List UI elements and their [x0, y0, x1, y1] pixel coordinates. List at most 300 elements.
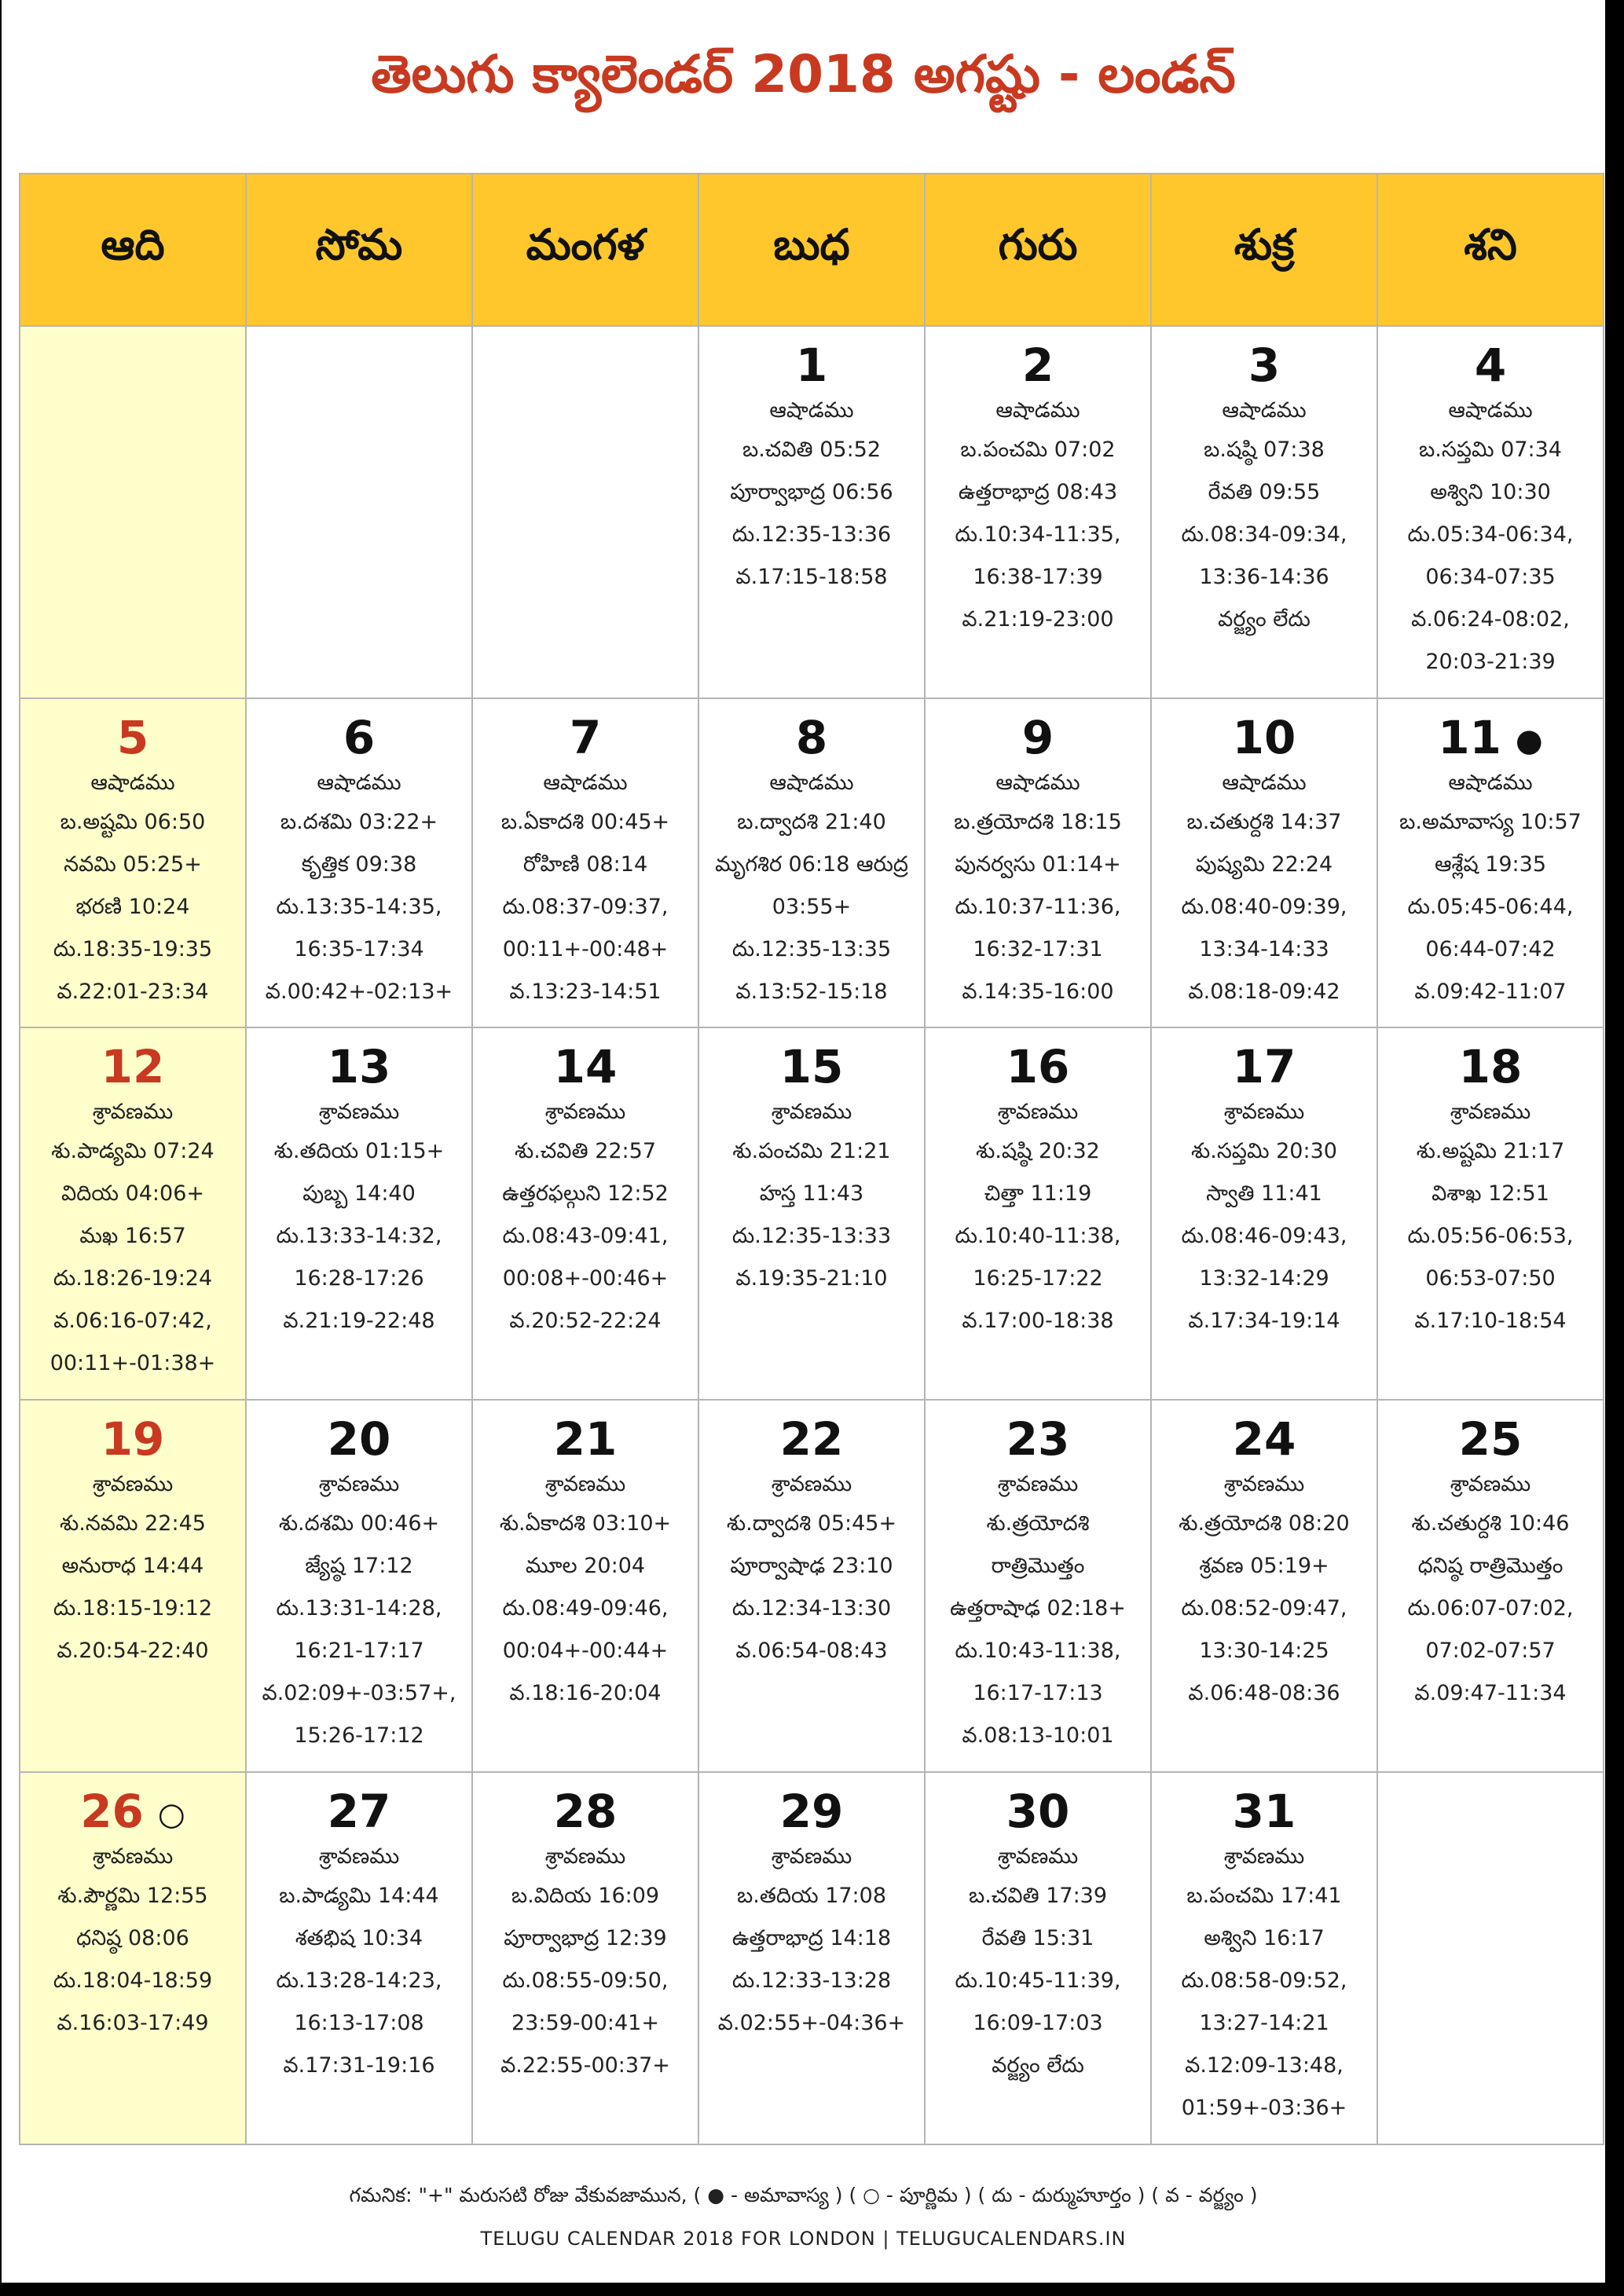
lunar-month: శ్రావణము: [544, 1844, 626, 1869]
panchang-line: అశ్విని 10:30: [1430, 480, 1551, 504]
panchang-line: 00:04+-00:44+: [502, 1639, 669, 1663]
day-number-row: [20, 1784, 245, 1839]
panchang-line: 16:28-17:26: [294, 1266, 424, 1291]
panchang-line: శు.త్రయోదశి: [986, 1511, 1090, 1536]
day-number-row: [473, 1412, 698, 1467]
day-cell: [20, 1400, 246, 1772]
day-cell: [1377, 1400, 1604, 1772]
day-number: 2: [1021, 339, 1054, 392]
day-number: 11: [1438, 711, 1501, 764]
week-row: [20, 698, 1604, 1027]
panchang-line: దు.08:37-09:37,: [502, 895, 669, 919]
lunar-month: శ్రావణము: [1223, 1472, 1305, 1496]
day-cell: [925, 326, 1151, 698]
panchang-line: వ.06:48-08:36: [1188, 1681, 1340, 1705]
panchang-line: 13:36-14:36: [1199, 565, 1329, 589]
day-number-row: [473, 1039, 698, 1094]
day-number: 21: [553, 1412, 618, 1466]
day-number: 29: [779, 1785, 844, 1838]
panchang-line: వ.22:55-00:37+: [500, 2053, 670, 2078]
day-number-row: [20, 1412, 245, 1467]
lunar-month: శ్రావణము: [1223, 1844, 1305, 1869]
panchang-line: దు.08:46-09:43,: [1181, 1224, 1347, 1248]
lunar-month: శ్రావణము: [318, 1472, 400, 1496]
panchang-line: దు.05:56-06:53,: [1407, 1224, 1574, 1248]
lunar-month: ఆషాడము: [90, 771, 175, 795]
calendar-body: [20, 326, 1604, 2144]
lunar-month: శ్రావణము: [92, 1472, 174, 1496]
panchang-line: శు.త్రయోదశి 08:20: [1179, 1511, 1350, 1536]
panchang-line: దు.18:15-19:12: [53, 1596, 213, 1620]
panchang-line: పూర్వాభాద్ర 06:56: [730, 480, 893, 504]
lunar-month: ఆషాడము: [1448, 398, 1533, 423]
day-cell: [698, 326, 925, 698]
lunar-month: శ్రావణము: [771, 1844, 852, 1869]
panchang-line: 13:32-14:29: [1199, 1266, 1329, 1291]
day-cell: [1151, 1772, 1377, 2144]
day-number-row: [926, 1412, 1150, 1467]
day-number-row: [926, 710, 1150, 765]
day-number-row: [699, 1039, 924, 1094]
panchang-line: శు.షష్ఠి 20:32: [976, 1139, 1100, 1163]
panchang-line: దు.08:49-09:46,: [502, 1596, 669, 1620]
panchang-line: వ.08:18-09:42: [1188, 980, 1340, 1004]
lunar-month: శ్రావణము: [1223, 1100, 1305, 1124]
panchang-line: ఉత్తరఫల్గుని 12:52: [502, 1181, 669, 1206]
day-number: 26: [80, 1785, 144, 1838]
panchang-line: రేవతి 15:31: [981, 1926, 1094, 1950]
panchang-line: చిత్తా 11:19: [984, 1181, 1092, 1206]
day-number-row: [20, 710, 245, 765]
day-number-row: [1378, 1412, 1603, 1467]
day-cell: [925, 698, 1151, 1027]
panchang-line: వ.06:54-08:43: [735, 1639, 888, 1663]
panchang-line: వ.19:35-21:10: [735, 1266, 888, 1291]
panchang-line: ఉత్తరాషాఢ 02:18+: [950, 1596, 1126, 1620]
lunar-month: ఆషాడము: [543, 771, 628, 795]
day-number-row: [926, 1039, 1150, 1094]
panchang-line: దు.08:58-09:52,: [1181, 1968, 1347, 1993]
panchang-line: శు.అష్టమి 21:17: [1416, 1139, 1565, 1163]
lunar-month: ఆషాడము: [769, 771, 854, 795]
panchang-line: రేవతి 09:55: [1208, 480, 1321, 504]
day-number: 8: [795, 711, 828, 764]
panchang-line: దు.12:35-13:35: [731, 937, 892, 961]
panchang-line: దు.08:52-09:47,: [1181, 1596, 1347, 1620]
panchang-line: 13:27-14:21: [1199, 2011, 1329, 2035]
lunar-month: ఆషాడము: [1448, 771, 1533, 795]
lunar-month: శ్రావణము: [92, 1844, 174, 1869]
panchang-line: బ.పంచమి 07:02: [960, 438, 1116, 462]
panchang-line: వ.17:10-18:54: [1414, 1309, 1567, 1333]
lunar-month: ఆషాడము: [995, 771, 1080, 795]
panchang-line: పుష్యమి 22:24: [1195, 852, 1333, 877]
day-cell: [1377, 698, 1604, 1027]
empty-day-cell: [1377, 1772, 1604, 2144]
panchang-line: బ.పాడ్యమి 14:44: [279, 1884, 439, 1908]
day-number-row: [699, 1412, 924, 1467]
day-number-row: [1152, 338, 1377, 393]
day-number-row: [926, 338, 1150, 393]
panchang-line: దు.12:33-13:28: [731, 1968, 892, 1993]
day-number: 24: [1232, 1412, 1296, 1466]
panchang-line: బ.ద్వాదశి 21:40: [737, 810, 886, 834]
week-row: [20, 1772, 1604, 2144]
day-number-row: [247, 710, 471, 765]
panchang-line: 16:17-17:13: [973, 1681, 1103, 1705]
day-number: 27: [327, 1785, 391, 1838]
lunar-month: శ్రావణము: [997, 1100, 1079, 1124]
panchang-line: శు.పంచమి 21:21: [732, 1139, 891, 1163]
panchang-line: విదియ 04:06+: [61, 1181, 204, 1206]
day-number: 31: [1232, 1785, 1296, 1838]
day-number: 22: [779, 1412, 844, 1466]
panchang-line: 06:34-07:35: [1425, 565, 1556, 589]
panchang-line: దు.06:07-07:02,: [1407, 1596, 1574, 1620]
day-cell: [1151, 1027, 1377, 1400]
panchang-line: శు.చవితి 22:57: [515, 1139, 656, 1163]
day-cell: [698, 1400, 925, 1772]
panchang-line: దు.05:45-06:44,: [1407, 895, 1574, 919]
day-number: 18: [1458, 1040, 1523, 1093]
day-number-row: [926, 1784, 1150, 1839]
panchang-line: శు.పాడ్యమి 07:24: [51, 1139, 214, 1163]
weekday-header: గురు: [925, 174, 1151, 326]
day-cell: [1377, 1027, 1604, 1400]
lunar-month: శ్రావణము: [544, 1472, 626, 1496]
empty-day-cell: [472, 326, 698, 698]
panchang-line: దు.08:40-09:39,: [1181, 895, 1347, 919]
lunar-month: ఆషాడము: [1222, 398, 1307, 423]
lunar-month: శ్రావణము: [771, 1100, 852, 1124]
panchang-line: శు.ఏకాదశి 03:10+: [499, 1511, 672, 1536]
day-cell: [698, 1772, 925, 2144]
day-number: 3: [1248, 339, 1281, 392]
day-cell: [925, 1027, 1151, 1400]
panchang-line: 15:26-17:12: [294, 1723, 424, 1748]
day-number-row: [699, 710, 924, 765]
panchang-line: హస్త 11:43: [759, 1181, 864, 1206]
day-cell: [20, 698, 246, 1027]
panchang-line: వ.21:19-23:00: [962, 607, 1114, 632]
panchang-line: ధనిష్ఠ 08:06: [76, 1926, 189, 1950]
panchang-line: దు.12:35-13:33: [731, 1224, 892, 1248]
weekday-header: శని: [1377, 174, 1604, 326]
panchang-line: దు.10:37-11:36,: [955, 895, 1121, 919]
panchang-line: 16:32-17:31: [973, 937, 1103, 961]
day-number: 10: [1232, 711, 1296, 764]
day-cell: [1151, 698, 1377, 1027]
page-title: తెలుగు క్యాలెండర్ 2018 అగష్టు - లండన్: [371, 44, 1236, 104]
panchang-line: 16:25-17:22: [973, 1266, 1103, 1291]
panchang-line: వ.06:24-08:02,: [1411, 607, 1570, 632]
panchang-line: వ.09:47-11:34: [1414, 1681, 1567, 1705]
panchang-line: బ.పంచమి 17:41: [1186, 1884, 1342, 1908]
panchang-line: వ.17:15-18:58: [735, 565, 888, 589]
panchang-line: 00:08+-00:46+: [502, 1266, 669, 1291]
day-cell: [246, 1772, 472, 2144]
panchang-line: 00:11+-00:48+: [502, 937, 669, 961]
day-number: 9: [1021, 711, 1054, 764]
panchang-line: బ.తదియ 17:08: [736, 1884, 886, 1908]
panchang-line: వ.12:09-13:48,: [1185, 2053, 1344, 2078]
panchang-line: దు.18:04-18:59: [53, 1968, 213, 1993]
panchang-line: దు.13:31-14:28,: [276, 1596, 442, 1620]
panchang-line: వ.22:01-23:34: [57, 980, 209, 1004]
weekday-header: శుక్ర: [1151, 174, 1377, 326]
panchang-line: ఉత్తరాభాద్ర 14:18: [731, 1926, 892, 1950]
panchang-line: దు.18:26-19:24: [53, 1266, 213, 1291]
panchang-line: శు.నవమి 22:45: [60, 1511, 206, 1536]
week-row: [20, 1400, 1604, 1772]
day-cell: [246, 1027, 472, 1400]
day-cell: [246, 698, 472, 1027]
panchang-line: శు.సప్తమి 20:30: [1191, 1139, 1337, 1163]
lunar-month: ఆషాడము: [769, 398, 854, 423]
panchang-line: వ.09:42-11:07: [1414, 980, 1567, 1004]
panchang-line: వర్జ్యం లేదు: [1218, 607, 1311, 632]
day-cell: [698, 1027, 925, 1400]
panchang-line: వ.17:34-19:14: [1188, 1309, 1340, 1333]
day-cell: [925, 1772, 1151, 2144]
lunar-month: ఆషాడము: [995, 398, 1080, 423]
panchang-line: మృగశిర 06:18 ఆరుద్ర: [715, 852, 908, 877]
panchang-line: నవమి 05:25+: [64, 852, 202, 877]
panchang-line: వ.02:55+-04:36+: [717, 2011, 906, 2035]
panchang-line: ఉత్తరాభాద్ర 08:43: [958, 480, 1118, 504]
new-moon-icon: ●: [1515, 722, 1543, 759]
day-number-row: [1152, 1784, 1377, 1839]
panchang-line: ధనిష్ఠ రాత్రిమొత్తం: [1417, 1554, 1564, 1578]
panchang-line: వ.18:16-20:04: [509, 1681, 662, 1705]
panchang-line: వ.20:52-22:24: [509, 1309, 662, 1333]
panchang-line: వ.17:00-18:38: [962, 1309, 1114, 1333]
day-number: 6: [343, 711, 376, 764]
panchang-line: 16:21-17:17: [294, 1639, 424, 1663]
panchang-line: మఖ 16:57: [79, 1224, 186, 1248]
panchang-line: వ.20:54-22:40: [57, 1639, 209, 1663]
full-moon-icon: ○: [157, 1796, 185, 1833]
week-row: [20, 326, 1604, 698]
panchang-line: దు.10:43-11:38,: [955, 1639, 1121, 1663]
day-cell: [472, 1400, 698, 1772]
panchang-line: శు.ద్వాదశి 05:45+: [726, 1511, 897, 1536]
panchang-line: పూర్వాభాద్ర 12:39: [504, 1926, 667, 1950]
panchang-line: దు.10:34-11:35,: [955, 522, 1121, 547]
panchang-line: వ.16:03-17:49: [57, 2011, 209, 2035]
day-number: 4: [1474, 339, 1507, 392]
day-number-row: [699, 338, 924, 393]
panchang-line: దు.13:33-14:32,: [276, 1224, 442, 1248]
day-number-row: [699, 1784, 924, 1839]
panchang-line: దు.08:43-09:41,: [502, 1224, 669, 1248]
day-cell: [472, 698, 698, 1027]
panchang-line: 00:11+-01:38+: [49, 1351, 216, 1375]
panchang-line: బ.విదియ 16:09: [511, 1884, 660, 1908]
panchang-line: వ.14:35-16:00: [962, 980, 1114, 1004]
lunar-month: శ్రావణము: [1450, 1472, 1531, 1496]
calendar-grid: [19, 173, 1604, 2145]
day-number: 20: [327, 1412, 391, 1466]
footer-credit: TELUGU CALENDAR 2018 FOR LONDON | TELUGUCALENDARS.IN: [480, 2228, 1127, 2250]
empty-day-cell: [246, 326, 472, 698]
lunar-month: శ్రావణము: [318, 1844, 400, 1869]
day-cell: [698, 698, 925, 1027]
panchang-line: అనురాధ 14:44: [61, 1554, 204, 1578]
panchang-line: పుబ్బ 14:40: [302, 1181, 416, 1206]
panchang-line: వ.06:16-07:42,: [53, 1309, 212, 1333]
panchang-line: బ.చవితి 05:52: [742, 438, 882, 462]
panchang-line: 01:59+-03:36+: [1181, 2096, 1347, 2120]
panchang-line: శు.చతుర్దశి 10:46: [1411, 1511, 1570, 1536]
panchang-line: పూర్వాషాఢ 23:10: [730, 1554, 893, 1578]
panchang-line: బ.ఏకాదశి 00:45+: [500, 810, 670, 834]
lunar-month: శ్రావణము: [544, 1100, 626, 1124]
day-number: 30: [1006, 1785, 1070, 1838]
panchang-line: వ.21:19-22:48: [283, 1309, 435, 1333]
panchang-line: 16:09-17:03: [973, 2011, 1103, 2035]
panchang-line: శతభిష 10:34: [295, 1926, 423, 1950]
panchang-line: 13:30-14:25: [1199, 1639, 1329, 1663]
panchang-line: శు.దశమి 00:46+: [278, 1511, 440, 1536]
panchang-line: వ.13:52-15:18: [735, 980, 888, 1004]
panchang-line: శ్రవణ 05:19+: [1199, 1554, 1329, 1578]
panchang-line: ఆశ్లేష 19:35: [1434, 852, 1547, 877]
day-cell: [1151, 1400, 1377, 1772]
panchang-line: దు.10:45-11:39,: [955, 1968, 1121, 1993]
day-number: 15: [779, 1040, 844, 1093]
panchang-line: 16:38-17:39: [973, 565, 1103, 589]
day-cell: [246, 1400, 472, 1772]
panchang-line: బ.చవితి 17:39: [968, 1884, 1108, 1908]
weekday-header: సోమ: [246, 174, 472, 326]
day-number-row: [247, 1412, 471, 1467]
day-cell: [1151, 326, 1377, 698]
panchang-line: 20:03-21:39: [1425, 650, 1556, 674]
day-cell: [472, 1772, 698, 2144]
panchang-line: విశాఖ 12:51: [1432, 1181, 1549, 1206]
panchang-line: 06:44-07:42: [1425, 937, 1556, 961]
panchang-line: బ.దశమి 03:22+: [280, 810, 438, 834]
day-number: 12: [101, 1040, 165, 1093]
panchang-line: బ.అమావాస్య 10:57: [1399, 810, 1582, 834]
panchang-line: వ.13:23-14:51: [509, 980, 662, 1004]
day-number-row: [1152, 1039, 1377, 1094]
panchang-line: బ.చతుర్దశి 14:37: [1186, 810, 1342, 834]
lunar-month: శ్రావణము: [771, 1472, 852, 1496]
panchang-line: 23:59-00:41+: [511, 2011, 659, 2035]
panchang-line: దు.08:55-09:50,: [502, 1968, 669, 1993]
day-number-row: [1152, 1412, 1377, 1467]
panchang-line: మూల 20:04: [525, 1554, 646, 1578]
lunar-month: శ్రావణము: [1450, 1100, 1531, 1124]
panchang-line: దు.13:28-14:23,: [276, 1968, 442, 1993]
day-number-row: [1378, 1039, 1603, 1094]
panchang-line: వ.02:09+-03:57+,: [262, 1681, 456, 1705]
panchang-line: దు.18:35-19:35: [53, 937, 213, 961]
panchang-line: బ.అష్టమి 06:50: [60, 810, 206, 834]
day-cell: [472, 1027, 698, 1400]
panchang-line: దు.08:34-09:34,: [1181, 522, 1347, 547]
panchang-line: పునర్వసు 01:14+: [955, 852, 1121, 877]
day-number: 25: [1458, 1412, 1523, 1466]
panchang-line: భరణి 10:24: [75, 895, 190, 919]
panchang-line: వ.17:31-19:16: [283, 2053, 435, 2078]
empty-day-cell: [20, 326, 246, 698]
day-number-row: [1378, 710, 1603, 765]
week-row: [20, 1027, 1604, 1400]
panchang-line: బ.షష్ఠి 07:38: [1204, 438, 1325, 462]
panchang-line: రాత్రిమొత్తం: [991, 1554, 1085, 1578]
day-number: 16: [1006, 1040, 1070, 1093]
lunar-month: ఆషాడము: [317, 771, 401, 795]
panchang-line: 16:13-17:08: [294, 2011, 424, 2035]
lunar-month: ఆషాడము: [1222, 771, 1307, 795]
day-cell: [20, 1772, 246, 2144]
panchang-line: దు.10:40-11:38,: [955, 1224, 1121, 1248]
day-number: 5: [116, 711, 149, 764]
panchang-line: 07:02-07:57: [1425, 1639, 1556, 1663]
lunar-month: శ్రావణము: [997, 1472, 1079, 1496]
panchang-line: 06:53-07:50: [1425, 1266, 1556, 1291]
panchang-line: దు.12:34-13:30: [731, 1596, 892, 1620]
panchang-line: దు.13:35-14:35,: [276, 895, 442, 919]
day-number-row: [473, 1784, 698, 1839]
day-cell: [20, 1027, 246, 1400]
day-cell: [925, 1400, 1151, 1772]
day-cell: [1377, 326, 1604, 698]
panchang-line: శు.తదియ 01:15+: [273, 1139, 445, 1163]
day-number: 28: [553, 1785, 618, 1838]
day-number-row: [247, 1784, 471, 1839]
day-number: 13: [327, 1040, 391, 1093]
panchang-line: కృత్తిక 09:38: [301, 852, 417, 877]
weekday-header: ఆది: [20, 174, 246, 326]
day-number-row: [247, 1039, 471, 1094]
panchang-line: 03:55+: [772, 895, 852, 919]
day-number: 1: [795, 339, 828, 392]
panchang-line: బ.త్రయోదశి 18:15: [954, 810, 1122, 834]
day-number-row: [473, 710, 698, 765]
day-number: 23: [1006, 1412, 1070, 1466]
lunar-month: శ్రావణము: [92, 1100, 174, 1124]
panchang-line: వర్జ్యం లేదు: [992, 2053, 1084, 2078]
panchang-line: దు.12:35-13:36: [731, 522, 892, 547]
day-number: 7: [569, 711, 602, 764]
day-number: 14: [553, 1040, 618, 1093]
day-number-row: [1378, 338, 1603, 393]
day-number-row: [1152, 710, 1377, 765]
weekday-header: మంగళ: [472, 174, 698, 326]
panchang-line: 13:34-14:33: [1199, 937, 1329, 961]
panchang-line: జ్యేష్ఠ 17:12: [305, 1554, 413, 1578]
weekday-header: బుధ: [698, 174, 925, 326]
panchang-line: అశ్విని 16:17: [1204, 1926, 1325, 1950]
lunar-month: శ్రావణము: [318, 1100, 400, 1124]
day-number: 19: [101, 1412, 165, 1466]
panchang-line: శు.పౌర్ణమి 12:55: [57, 1884, 208, 1908]
legend-note: గమనిక: "+" మరుసటి రోజు వేకువజామున, ( ● - అమావాస్య ) ( ○ - పూర్ణిమ ) ( దు - దుర్ముహూర్తం ) ( వ - వర్జ్యం ): [349, 2184, 1258, 2206]
panchang-line: బ.సప్తమి 07:34: [1419, 438, 1562, 462]
panchang-line: రోహిణి 08:14: [522, 852, 648, 877]
panchang-line: 16:35-17:34: [294, 937, 424, 961]
panchang-line: దు.05:34-06:34,: [1407, 522, 1574, 547]
weekday-header-row: [20, 174, 1604, 326]
lunar-month: శ్రావణము: [997, 1844, 1079, 1869]
panchang-line: వ.00:42+-02:13+: [265, 980, 453, 1004]
day-number-row: [20, 1039, 245, 1094]
panchang-line: స్వాతి 11:41: [1206, 1181, 1322, 1206]
